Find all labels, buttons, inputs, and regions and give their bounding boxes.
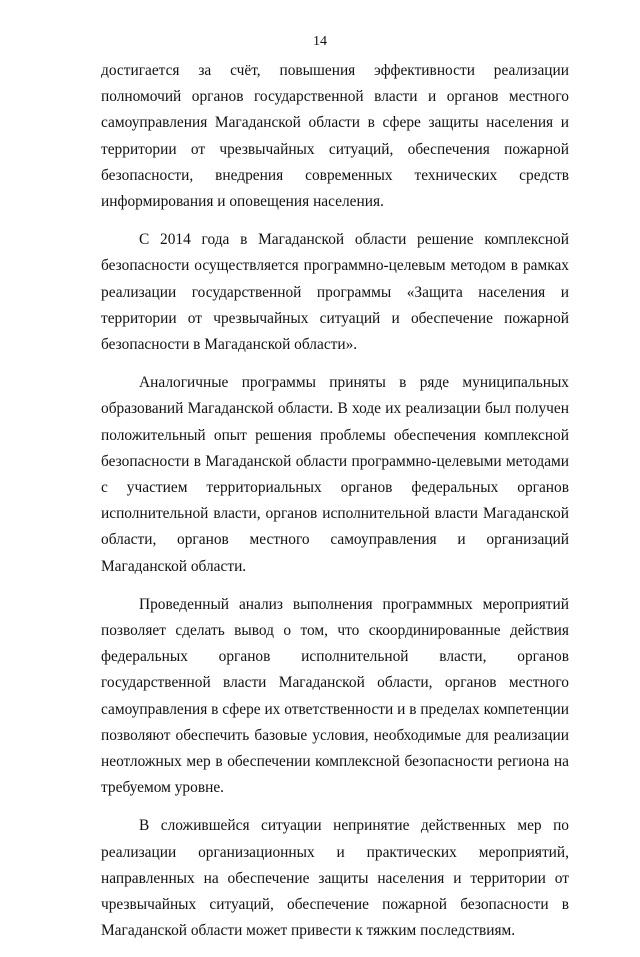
paragraph-consequences: В сложившейся ситуации непринятие действенных мер по реализации организационных и практических мероприятий, направленных на обеспечение защиты населения и территории от чрезвычайных ситуаций, обеспечение пожарной безопасности в Магаданской области может привести к тяжким последствиям.	[101, 817, 569, 940]
paragraph-continuation: достигается за счёт, повышения эффективности реализации полномочий органов государственной власти и органов местного самоуправления Магаданской области в сфере защиты населения и территории от чрезвычайных ситуаций, обеспечения пожарной безопасности, внедрения современных технических средств информирования и оповещения населения.	[101, 62, 569, 211]
paragraph-municipal-programs: Аналогичные программы приняты в ряде муниципальных образований Магаданской области. В ходе их реализации был получен положительный опыт решения проблемы обеспечения комплексной безопасности в Магаданской области программно-целевыми методами с участием территориальных органов федеральных органов исполнительной власти, органов исполнительной власти Магаданской области, органов местного самоуправления и организаций Магаданской области.	[101, 374, 569, 575]
document-body	[101, 58, 569, 957]
page-number: 14	[313, 34, 327, 49]
paragraph-program-method: С 2014 года в Магаданской области решение комплексной безопасности осуществляется программно-целевым методом в рамках реализации государственной программы «Защита населения и территории от чрезвычайных ситуаций и обеспечение пожарной безопасности в Магаданской области».	[101, 231, 569, 354]
paragraph-analysis: Проведенный анализ выполнения программных мероприятий позволяет сделать вывод о том, что скоординированные действия федеральных органов исполнительной власти, органов государственной власти Магаданской области, органов местного самоуправления в сфере их ответственности и в пределах компетенции позволяют обеспечить базовые условия, необходимые для реализации неотложных мер в обеспечении комплексной безопасности региона на требуемом уровне.	[101, 595, 570, 797]
